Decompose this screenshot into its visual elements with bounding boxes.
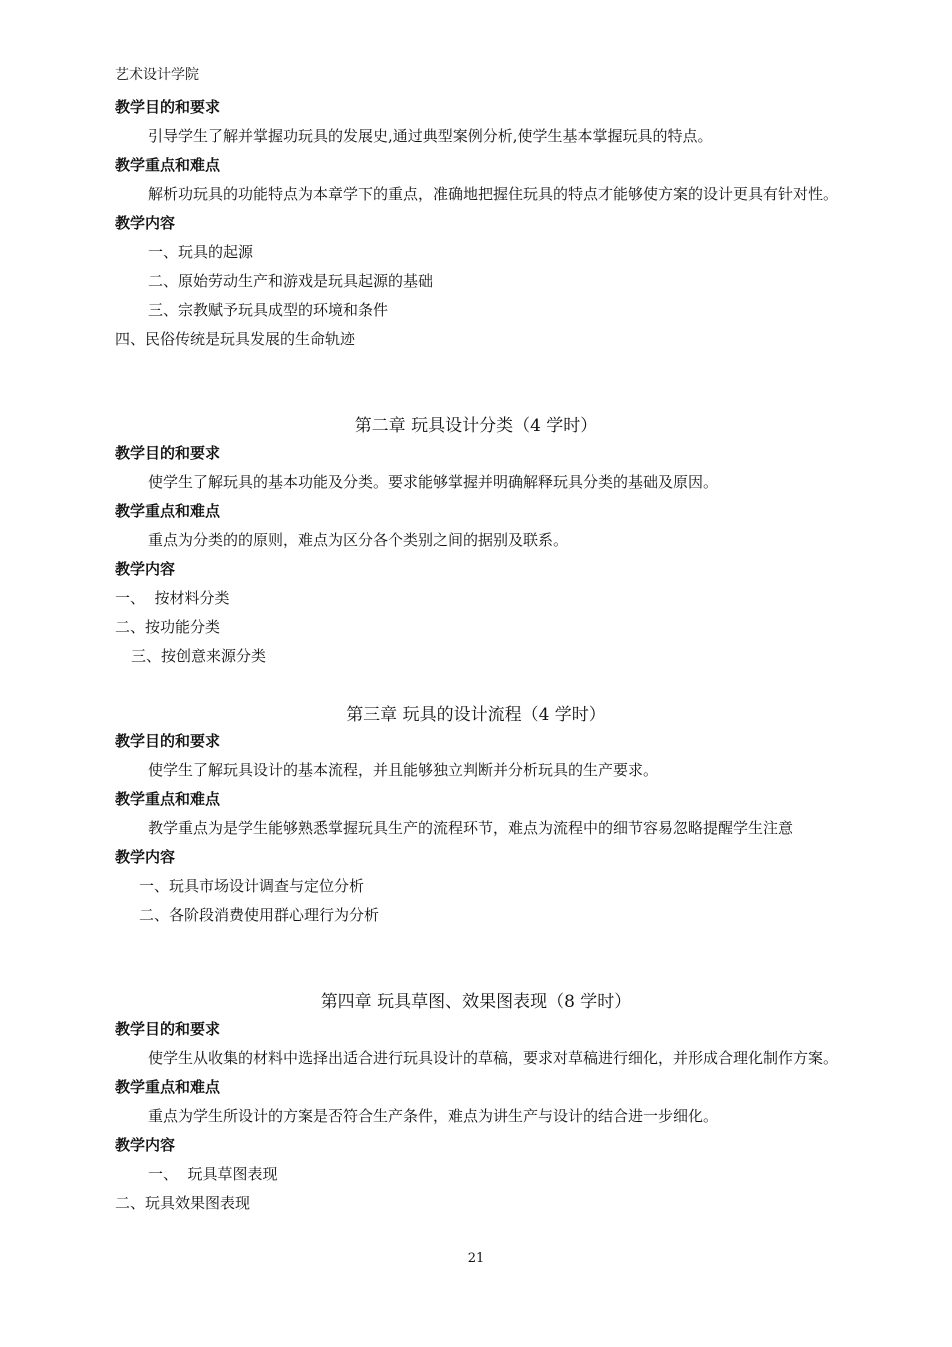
key-points-text: 教学重点为是学生能够熟悉掌握玩具生产的流程环节，难点为流程中的细节容易忽略提醒学生注意 — [148, 819, 794, 837]
key-points-text: 解析功玩具的功能特点为本章学下的重点，准确地把握住玩具的特点才能够使方案的设计更具有针对性。 — [148, 185, 839, 203]
heading-content: 教学内容 — [115, 560, 176, 578]
heading-goals: 教学目的和要求 — [115, 732, 221, 750]
chapter-2-title: 第二章 玩具设计分类（4 学时） — [354, 416, 598, 436]
goals-text: 使学生了解玩具的基本功能及分类。要求能够掌握并明确解释玩具分类的基础及原因。 — [148, 473, 719, 491]
chapter-1-section — [115, 93, 840, 354]
heading-goals: 教学目的和要求 — [115, 1020, 221, 1038]
heading-key-points: 教学重点和难点 — [115, 790, 221, 808]
page-number: 21 — [467, 1251, 485, 1266]
content-item: 二、各阶段消费使用群心理行为分析 — [139, 906, 380, 924]
content-item: 二、按功能分类 — [115, 618, 221, 636]
content-item: 一、玩具的起源 — [148, 243, 254, 261]
chapter-3-section — [115, 727, 840, 930]
goals-text: 使学生了解玩具设计的基本流程，并且能够独立判断并分析玩具的生产要求。 — [148, 761, 659, 779]
content-item: 三、宗教赋予玩具成型的环境和条件 — [148, 301, 389, 319]
chapter-4-section — [115, 1015, 840, 1218]
heading-content: 教学内容 — [115, 214, 176, 232]
heading-key-points: 教学重点和难点 — [115, 502, 221, 520]
heading-content: 教学内容 — [115, 848, 176, 866]
heading-content: 教学内容 — [115, 1136, 176, 1154]
chapter-2-section — [115, 439, 840, 671]
goals-text: 使学生从收集的材料中选择出适合进行玩具设计的草稿，要求对草稿进行细化，并形成合理化制作方案。 — [148, 1049, 839, 1067]
chapter-3-title: 第三章 玩具的设计流程（4 学时） — [346, 705, 606, 725]
heading-key-points: 教学重点和难点 — [115, 1078, 221, 1096]
key-points-text: 重点为学生所设计的方案是否符合生产条件，难点为讲生产与设计的结合进一步细化。 — [148, 1107, 719, 1125]
content-item: 一、 玩具草图表现 — [148, 1165, 278, 1183]
page-header: 艺术设计学院 — [115, 67, 199, 83]
content-item: 四、民俗传统是玩具发展的生命轨迹 — [115, 330, 356, 348]
heading-goals: 教学目的和要求 — [115, 444, 221, 462]
heading-key-points: 教学重点和难点 — [115, 156, 221, 174]
chapter-4-title: 第四章 玩具草图、效果图表现（8 学时） — [320, 992, 632, 1012]
content-item: 一、 按材料分类 — [115, 589, 230, 607]
content-item: 二、玩具效果图表现 — [115, 1194, 251, 1212]
content-item: 三、按创意来源分类 — [131, 647, 267, 665]
key-points-text: 重点为分类的的原则，难点为区分各个类别之间的据别及联系。 — [148, 531, 569, 549]
content-item: 二、原始劳动生产和游戏是玩具起源的基础 — [148, 272, 434, 290]
goals-text: 引导学生了解并掌握功玩具的发展史,通过典型案例分析,使学生基本掌握玩具的特点。 — [148, 127, 713, 145]
heading-goals: 教学目的和要求 — [115, 98, 221, 116]
content-item: 一、玩具市场设计调查与定位分析 — [139, 877, 365, 895]
